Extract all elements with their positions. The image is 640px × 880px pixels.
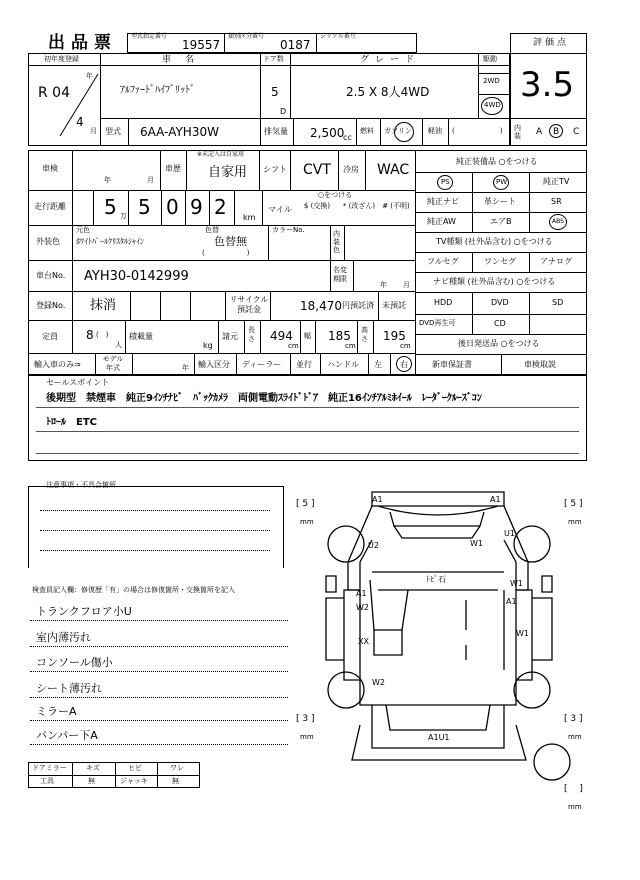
sales-line1: 後期型 禁煙車 純正9ｲﾝﾁﾅﾋﾞ ﾊﾞｯｸｶﾒﾗ 両側電動ｽﾗｲﾄﾞﾄﾞｱ 純正16ｲﾝﾁｱﾙﾐﾎｲｰﾙ ﾚｰﾀﾞｰｸﾙｰｽﾞｺﾝ <box>46 393 482 404</box>
mileage-d3: 0 <box>166 195 179 219</box>
mileage-circle-note: ○をつける <box>318 191 353 199</box>
model-label: 型式 <box>105 127 121 136</box>
ac-label: 冷房 <box>343 165 359 174</box>
width-label: 幅 <box>304 332 311 340</box>
dmg-a1-fl: A1 <box>372 495 383 504</box>
tread-fr: [ 5 ] <box>564 499 583 509</box>
load-unit: kg <box>203 341 213 350</box>
capacity-value: 8 <box>86 328 94 342</box>
repaint-label: 色替 <box>205 226 219 234</box>
opt-dvd: DVD <box>491 298 509 307</box>
model-value: 6AA-AYH30W <box>140 125 219 139</box>
mileage-label: 走行距離 <box>34 202 66 211</box>
note-item-2: 室内薄汚れ <box>36 631 91 644</box>
class-no-value: 0187 <box>280 38 311 52</box>
inspection-label: 車検 <box>42 164 58 173</box>
tamper-label: * (改ざん) <box>342 202 376 210</box>
legend-h1: ドアミラー <box>32 764 67 772</box>
sales-label: セールスポイント <box>46 378 110 387</box>
capacity-paren: ( ) <box>96 331 109 339</box>
interior-color-label: 内装色 <box>333 230 340 254</box>
tread-rl: [ 3 ] <box>296 714 315 724</box>
displacement-value: 2,500 <box>310 126 345 140</box>
opt-oneseg: ワンセグ <box>484 257 516 266</box>
first-reg-era: R 04 <box>38 85 70 101</box>
unknown-label: # (不明) <box>382 202 410 210</box>
repaint-paren: ( ) <box>202 249 250 257</box>
note-item-3: コンソール傷小 <box>36 656 113 669</box>
page-title: 出品票 <box>48 33 117 53</box>
dmg-a1-l: A1 <box>356 589 367 598</box>
opt-analog: アナログ <box>540 257 572 266</box>
chassis-value: AYH30-0142999 <box>84 269 189 284</box>
displacement-label: 排気量 <box>264 127 288 136</box>
legend-h4: ワレ <box>170 764 184 772</box>
legend-r1: 工具 <box>40 777 54 785</box>
dmg-u2: U2 <box>368 541 379 550</box>
model-year-label: モデル年式 <box>102 355 124 372</box>
drive-label: 駆動 <box>483 55 497 63</box>
opt-sd: SD <box>552 298 564 307</box>
import-class-label: 輸入区分 <box>198 360 230 369</box>
recycle-unit: 円預託済 <box>342 301 374 310</box>
note-item-1: トランクフロア小U <box>36 605 132 618</box>
reg-value: 抹消 <box>90 298 117 313</box>
year-suffix: 年 <box>86 72 93 80</box>
serial-label: シリアル番号 <box>320 33 356 40</box>
dmg-xx: XX <box>358 637 369 646</box>
doors-value: 5 <box>271 85 279 99</box>
length-value: 494 <box>270 329 293 343</box>
dmg-w1a: W1 <box>470 539 483 548</box>
orig-color: ﾎﾜｲﾄﾊﾟｰﾙｸﾘｽﾀﾙｼｬｲﾝ <box>76 237 144 246</box>
mileage-d1: 5 <box>104 195 117 219</box>
dim-label: 諸元 <box>222 332 238 341</box>
opt-airbag: エアB <box>490 217 512 226</box>
tread-spare-mm: mm <box>568 803 582 811</box>
dmg-w2-l: W2 <box>356 603 369 612</box>
color-label: 外装色 <box>36 237 60 246</box>
options-title: 純正装備品 ○をつける <box>456 157 538 166</box>
sales-box <box>28 375 587 461</box>
capacity-unit: 人 <box>115 341 122 349</box>
opt-leather: 革シート <box>484 197 516 206</box>
handle-label: ハンドル <box>327 360 359 369</box>
type-no-label: 型式指定番号 <box>131 33 168 40</box>
mileage-man: 万 <box>120 212 127 220</box>
exchange-label: $ (交換) <box>303 202 331 210</box>
right-label: 右 <box>400 360 408 369</box>
opt-dvd-play: DVD再生可 <box>419 319 456 327</box>
capacity-label: 定員 <box>42 332 58 341</box>
legend-h3: ヒビ <box>128 764 142 772</box>
month-suffix: 月 <box>90 127 97 135</box>
tread-rr: [ 3 ] <box>564 714 583 724</box>
legend-r2: 無 <box>88 777 95 785</box>
inspection-year: 年 <box>104 176 111 184</box>
first-reg-month: 4 <box>76 115 84 129</box>
mileage-d2: 5 <box>138 195 151 219</box>
legend-h2: キズ <box>86 764 100 772</box>
fuel-label: 燃料 <box>360 127 374 135</box>
dmg-w1b: W1 <box>516 629 529 638</box>
score-label: 評価点 <box>533 38 570 48</box>
note-item-5: ミラーA <box>36 705 77 718</box>
fuel-value: ガソリン <box>384 127 412 135</box>
recycle-label: リサイクル預託金 <box>229 295 269 314</box>
title-month: 月 <box>403 281 410 289</box>
mileage-d5: 2 <box>214 195 227 219</box>
doors-label: ドア数 <box>263 55 284 63</box>
length-label: 長さ <box>248 326 255 343</box>
opt-sr: SR <box>551 197 562 206</box>
dmg-w2-r: W2 <box>372 678 385 687</box>
light-oil-label: 軽油 <box>428 127 442 135</box>
navi-type-title: ナビ種類 (社外品含む) ○をつける <box>433 277 556 286</box>
tread-spare: [ ] <box>564 784 583 794</box>
history-label: 車歴 <box>165 164 181 173</box>
dmg-a1-fr: A1 <box>490 495 501 504</box>
dmg-w1b-top: W1 <box>510 579 523 588</box>
class-no-label: 類別区分番号 <box>228 33 265 40</box>
tread-fl-mm: mm <box>300 518 314 526</box>
dmg-hood: ﾄﾋﾞ石 <box>426 575 446 584</box>
chassis-label: 車台No. <box>36 271 66 280</box>
note-item-6: バンパー下A <box>36 729 98 742</box>
first-reg-label: 初年度登録 <box>44 55 79 63</box>
unpaid-label: 未預託 <box>382 301 406 310</box>
mail-title: 後日発送品 ○をつける <box>458 339 540 348</box>
opt-hdd: HDD <box>434 298 453 307</box>
tread-fl: [ 5 ] <box>296 499 315 509</box>
type-no-value: 19557 <box>182 38 221 52</box>
opt-warranty: 新車保証書 <box>432 360 472 369</box>
opt-pw: PW <box>496 178 508 186</box>
note-item-4: シート薄汚れ <box>36 682 102 695</box>
vehicle-name: ｱﾙﾌｧｰﾄﾞﾊｲﾌﾞﾘｯﾄﾞ <box>120 85 195 96</box>
mile-label: マイル <box>268 205 292 214</box>
width-value: 185 <box>328 329 351 343</box>
drive-2wd: 2WD <box>483 77 500 85</box>
height-cm: cm <box>400 342 411 350</box>
opt-abs: ABS <box>552 218 564 225</box>
recycle-value: 18,470 <box>300 299 342 313</box>
light-close: ) <box>500 127 503 135</box>
opt-navi: 純正ナビ <box>427 197 459 206</box>
tread-rr-mm: mm <box>568 733 582 741</box>
tv-type-title: TV種類 (社外品含む) ○をつける <box>436 237 553 246</box>
opt-ps: PS <box>441 178 450 186</box>
opt-cd: CD <box>494 319 506 328</box>
drive-4wd: 4WD <box>484 101 501 109</box>
door-type: D <box>280 107 287 116</box>
grade-label: グレード <box>360 55 421 65</box>
import-year: 年 <box>182 364 189 372</box>
color-no-label: カラーNo. <box>272 226 305 234</box>
displacement-unit: cc <box>343 133 352 142</box>
name-label: 車名 <box>162 55 209 65</box>
import-label: 輸入車のみ⇒ <box>34 360 81 369</box>
light-open: ( <box>452 127 455 135</box>
tread-fr-mm: mm <box>568 518 582 526</box>
interior-label: 内装 <box>514 124 521 140</box>
notes-label: 注意事項・不具合箇所 <box>46 481 116 489</box>
legend-r4: 無 <box>172 777 179 785</box>
mileage-d4: 9 <box>190 195 203 219</box>
interior-b: B <box>553 127 560 137</box>
shift-label: シフト <box>263 165 287 174</box>
dmg-u1: U1 <box>504 529 515 538</box>
shift-value: CVT <box>303 162 331 178</box>
opt-manual: 車検取説 <box>524 360 556 369</box>
height-value: 195 <box>383 329 406 343</box>
header-info-box <box>127 33 417 53</box>
orig-color-label: 元色 <box>76 226 90 234</box>
width-cm: cm <box>345 342 356 350</box>
dealer-label: ディーラー <box>242 360 282 369</box>
history-value: 自家用 <box>208 165 248 180</box>
title-label: 名変期限 <box>333 266 347 283</box>
repaint-value: 色替無 <box>214 235 247 248</box>
dmg-a1-r: A1 <box>506 597 517 606</box>
left-label: 左 <box>374 360 382 369</box>
height-label: 高さ <box>361 326 368 343</box>
legend-r3: ジャッキ <box>120 777 148 785</box>
interior-a: A <box>536 127 543 137</box>
mileage-unit: km <box>243 213 256 222</box>
interior-c: C <box>573 127 580 137</box>
opt-tv: 純正TV <box>543 177 570 186</box>
parallel-label: 並行 <box>296 360 312 369</box>
sales-line2: ﾄﾛｰﾙ ETC <box>46 417 97 428</box>
tread-rl-mm: mm <box>300 733 314 741</box>
length-cm: cm <box>288 342 299 350</box>
ac-value: WAC <box>377 162 410 178</box>
reg-label: 登録No. <box>36 301 66 310</box>
history-note: ※未記入は自家用 <box>197 151 245 158</box>
opt-aw: 純正AW <box>427 217 456 226</box>
load-label: 積載量 <box>129 332 153 341</box>
score-value: 3.5 <box>520 65 575 105</box>
inspector-label: 検査員記入欄：修復歴「有」の場合は修復箇所・交換箇所を記入 <box>32 586 235 594</box>
car-diagram <box>290 480 590 810</box>
opt-fullseg: フルセグ <box>427 257 459 266</box>
title-year: 年 <box>380 281 387 289</box>
inspection-month: 月 <box>147 176 154 184</box>
dmg-a1u1: A1U1 <box>428 733 450 742</box>
grade-value: 2.5 X 8人4WD <box>346 85 430 99</box>
